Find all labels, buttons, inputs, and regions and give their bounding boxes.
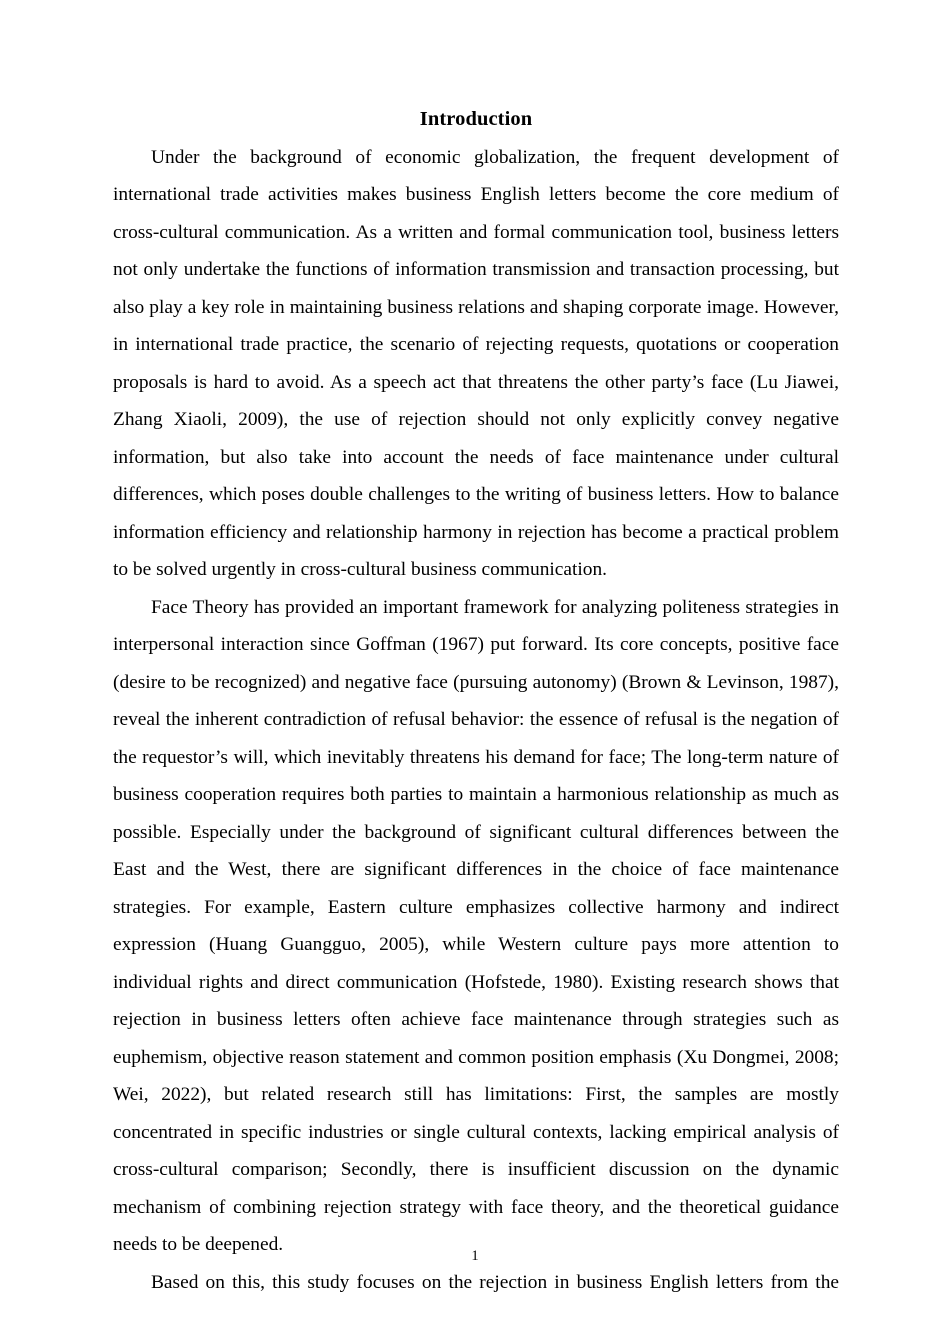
paragraph-1: Under the background of economic globalization, the frequent development of international trade activities makes business English letters become the core medium of cross-cultural communication. As a written and formal communication tool, business letters not only undertake the functions of information transmission and transaction processing, but also play a key role in maintaining business relations and shaping corporate image. However, in international trade practice, the scenario of rejecting requests, quotations or cooperation proposals is hard to avoid. As a speech act that threatens the other party’s face (Lu Jiawei, Zhang Xiaoli, 2009), the use of rejection should not only explicitly convey negative information, but also take into account the needs of face maintenance under cultural differences, which poses double challenges to the writing of business letters. How to balance information efficiency and relationship harmony in rejection has become a practical problem to be solved urgently in cross-cultural business communication. — [113, 146, 839, 580]
page-content — [113, 101, 839, 1301]
paragraph-2: Face Theory has provided an important framework for analyzing politeness strategies in interpersonal interaction since Goffman (1967) put forward. Its core concepts, positive face (desire to be recognized) and negative face (pursuing autonomy) (Brown & Levinson, 1987), reveal the inherent contradiction of refusal behavior: the essence of refusal is the negation of the requestor’s will, which inevitably threatens his demand for face; The long-term nature of business cooperation requires both parties to maintain a harmonious relationship as much as possible. Especially under the background of significant cultural differences between the East and the West, there are significant differences in the choice of face maintenance strategies. For example, Eastern culture emphasizes collective harmony and indirect expression (Huang Guangguo, 2005), while Western culture pays more attention to individual rights and direct communication (Hofstede, 1980). Existing research shows that rejection in business letters often achieve face maintenance through strategies such as euphemism, objective reason statement and common position emphasis (Xu Dongmei, 2008; Wei, 2022), but related research still has limitations: First, the samples are mostly concentrated in specific industries or single cultural contexts, lacking empirical analysis of cross-cultural comparison; Secondly, there is insufficient discussion on the dynamic mechanism of combining rejection strategy with face theory, and the theoretical guidance needs to be deepened. — [113, 596, 839, 1255]
paragraph-3: Based on this, this study focuses on the rejection in business English letters from the — [151, 1271, 839, 1293]
page-number: 1 — [471, 1248, 479, 1264]
page-title: Introduction — [419, 108, 533, 130]
